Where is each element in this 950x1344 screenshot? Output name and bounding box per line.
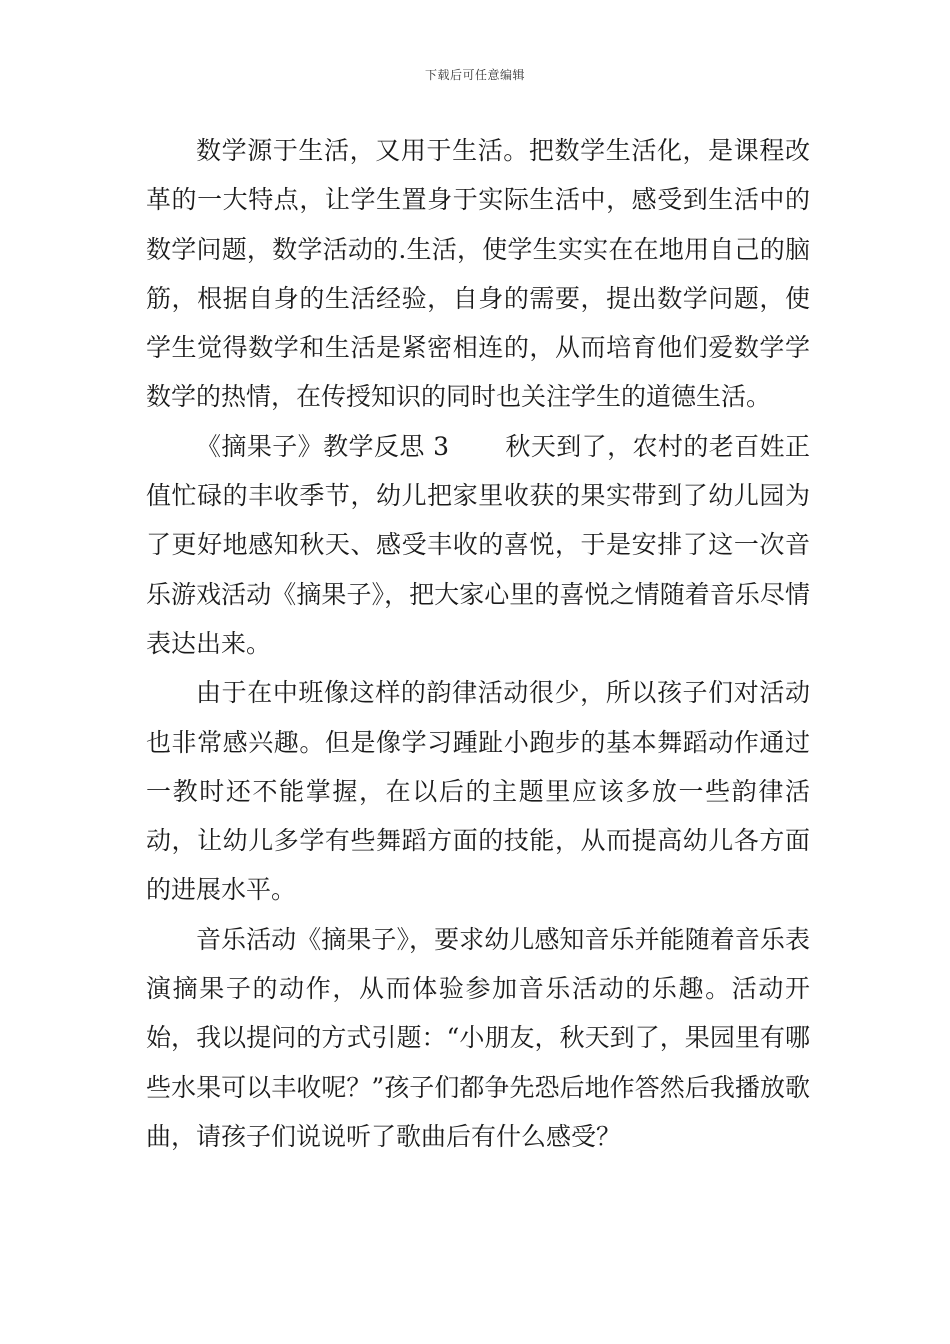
paragraph-reflection-intro <box>146 422 810 668</box>
section-title: 《摘果子》教学反思 3 <box>196 431 450 461</box>
paragraph-rhythm-activity: 由于在中班像这样的韵律活动很少，所以孩子们对活动也非常感兴趣。但是像学习踵趾小跑步的基本舞蹈动作通过一教时还不能掌握，在以后的主题里应该多放一些韵律活动，让幼儿多学有些舞蹈方面的技能，从而提高幼儿各方面的进展水平。 <box>146 678 810 905</box>
document-body <box>146 126 810 1161</box>
page-header-note: 下载后可任意编辑 <box>424 68 525 82</box>
paragraph-math-life: 数学源于生活，又用于生活。把数学生活化，是课程改革的一大特点，让学生置身于实际生活中，感受到生活中的数学问题，数学活动的.生活，使学生实实在在地用自己的脑筋，根据自身的生活经验，自身的需要，提出数学问题，使学生觉得数学和生活是紧密相连的，从而培育他们爱数学学数学的热情，在传授知识的同时也关注学生的道德生活。 <box>146 136 810 412</box>
paragraph-music-activity: 音乐活动《摘果子》，要求幼儿感知音乐并能随着音乐表演摘果子的动作，从而体验参加音乐活动的乐趣。活动开始，我以提问的方式引题：“小朋友，秋天到了，果园里有哪些水果可以丰收呢？”孩子们都争先恐后地作答然后我播放歌曲，请孩子们说说听了歌曲后有什么感受？ <box>146 924 810 1151</box>
section-lead-end: 音乐尽情表达出来。 <box>146 579 810 658</box>
section-lead-text: 秋天到了，农村的老百姓正值忙碌的丰收季节，幼儿把家里收获的果实带到了幼儿园为了更好地感知秋天、感受丰收的喜悦，于是安排了这一次音乐游戏活动《摘果子》，把大家心里的喜悦之情随着 <box>146 431 810 609</box>
